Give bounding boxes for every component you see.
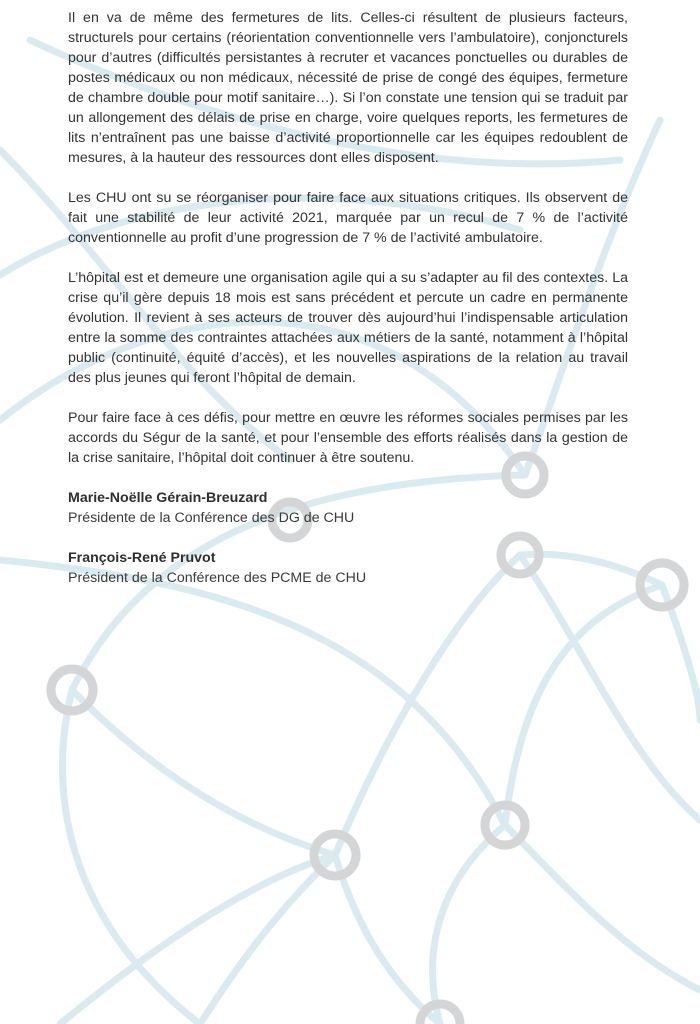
document-body	[68, 8, 628, 608]
signature-block-pcme	[68, 548, 628, 588]
network-line	[335, 855, 440, 1024]
paragraph-3: L’hôpital est et demeure une organisation agile qui a su s’adapter au fil des contextes. La crise qu’il gère depuis 18 mois est sans précédent et percute un cadre en permanente évolution. Il revient à ses acteurs de trouver dès aujourd’hui l’indispensable articulation entre la somme des contraintes attachées aux métiers de la santé, notamment à l’hôpital public (continuité, équité d’accès), et les nouvelles aspirations de la relation au travail des plus jeunes qui feront l’hôpital de demain.	[68, 270, 628, 386]
network-line	[60, 855, 335, 1024]
signatory-name: François-René Pruvot	[68, 550, 216, 566]
signature-block-dg	[68, 488, 628, 528]
network-line	[433, 825, 505, 1024]
paragraph-2: Les CHU ont su se réorganiser pour faire face aux situations critiques. Ils observent de fait une stabilité de leur activité 2021, marquée par un recul de 7 % de l’activité conventionnelle au profit d’une progression de 7 % de l’activité ambulatoire.	[68, 190, 628, 246]
network-line	[72, 690, 335, 855]
network-line	[505, 825, 700, 990]
signatory-name: Marie-Noëlle Gérain-Breuzard	[68, 490, 268, 506]
paragraph-4: Pour faire face à ces défis, pour mettre en œuvre les réformes sociales permises par les accords du Ségur de la santé, et pour l’ensemble des efforts réalisés dans la gestion de la crise sanitaire, l’hôpital doit continuer à être soutenu.	[68, 410, 628, 466]
signatory-role: Présidente de la Conférence des DG de CHU	[68, 510, 355, 526]
paragraph-1: Il en va de même des fermetures de lits. Celles-ci résultent de plusieurs facteurs, structurels pour certains (réorientation conventionnelle vers l’ambulatoire), conjoncturels pour d’autres (difficultés persistantes à recruter et vacances ponctuelles ou durables de postes médicaux ou non médicaux, nécessité de prise de congé des équipes, fermeture de chambre double pour motif sanitaire…). Si l’on constate une tension qui se traduit par un allongement des délais de prise en charge, voire quelques reports, les fermetures de lits n’entraînent pas une baisse d’activité proportionnelle car les équipes redoublent de mesures, à la hauteur des ressources dont elles disposent.	[68, 10, 628, 166]
network-line	[505, 585, 662, 825]
signatory-role: Président de la Conférence des PCME de CHU	[68, 570, 367, 586]
